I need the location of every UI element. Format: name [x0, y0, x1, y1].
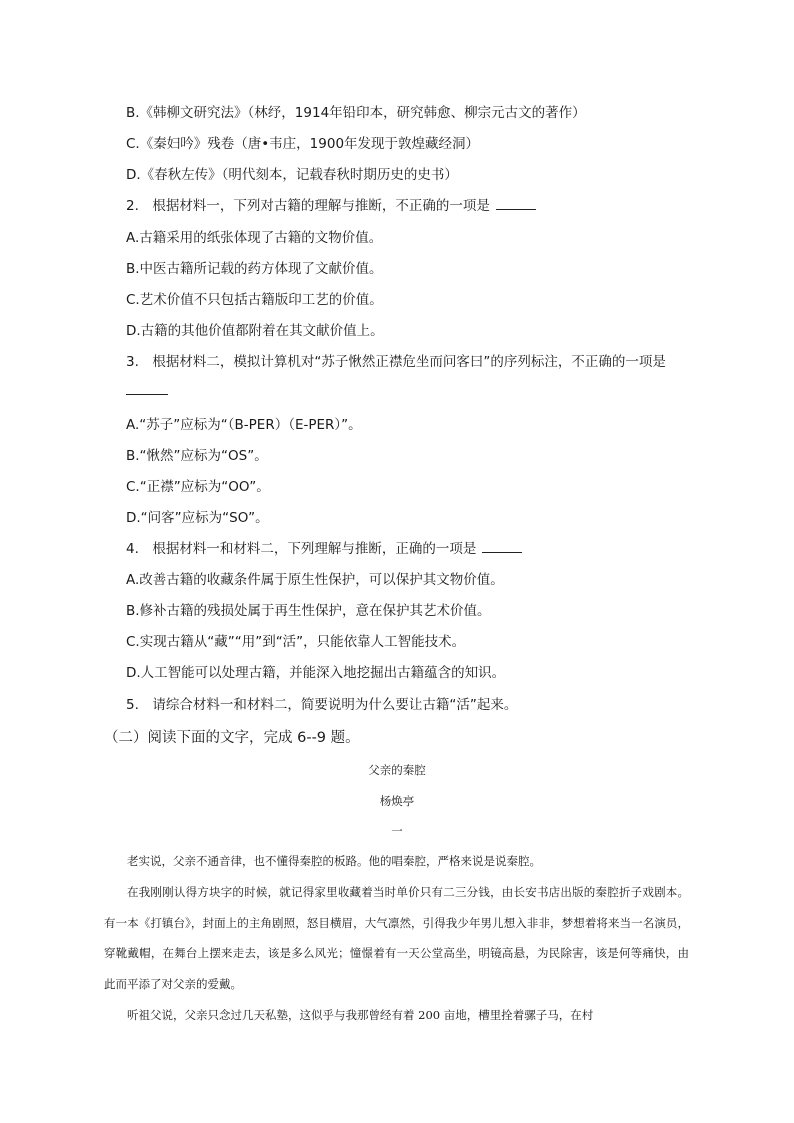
question-2-stem — [126, 197, 536, 215]
part-number: 一 — [391, 824, 403, 838]
paragraph-3: 听祖父说，父亲只念过几天私塾，这似乎与我那曾经有着 200 亩地，槽里拴着骡子马，在村 — [127, 1008, 594, 1022]
answer-blank — [496, 197, 536, 210]
option-c-prev: C.《秦妇吟》残卷（唐•韦庄，1900年发现于敦煌藏经洞） — [126, 136, 480, 152]
option-b-prev: B.《韩柳文研究法》（林纾，1914年铅印本，研究韩愈、柳宗元古文的著作） — [126, 105, 586, 121]
q2-option-a: A.古籍采用的纸张体现了古籍的文物价值。 — [126, 230, 383, 246]
answer-blank — [482, 540, 522, 553]
q3-option-b: B.“愀然”应标为“OS”。 — [126, 448, 268, 464]
question-2-text: 2. 根据材料一，下列对古籍的理解与推断，不正确的一项是 — [126, 198, 490, 214]
q4-option-d: D.人工智能可以处理古籍，并能深入地挖掘出古籍蕴含的知识。 — [126, 665, 506, 681]
q3-option-d: D.“问客”应标为“SO”。 — [126, 510, 269, 526]
answer-blank — [126, 394, 168, 395]
q4-option-b: B.修补古籍的残损处属于再生性保护，意在保护其艺术价值。 — [126, 603, 491, 619]
paragraph-2: 在我刚刚认得方块字的时候，就记得家里收藏着当时单价只有二三分钱，由长安书店出版的秦腔折子戏剧本。有一本《打镇台》，封面上的主角剧照，怒目横眉，大气凛然，引得我少年男儿想入非非，梦想着将来当一名演员，穿靴戴帽，在舞台上摆来走去，该是多么风光；憧憬着有一天公堂高坐，明镜高悬，为民除害，该是何等痛快，由此而平添了对父亲的爱戴。 — [104, 885, 689, 991]
question-5-stem: 5. 请综合材料一和材料二，简要说明为什么要让古籍“活”起来。 — [126, 697, 518, 713]
question-4-text: 4. 根据材料一和材料二，下列理解与推断，正确的一项是 — [126, 541, 477, 557]
q2-option-c: C.艺术价值不只包括古籍版印工艺的价值。 — [126, 292, 383, 308]
option-d-prev: D.《春秋左传》（明代刻本，记载春秋时期历史的史书） — [126, 167, 458, 183]
q2-option-b: B.中医古籍所记载的药方体现了文献价值。 — [126, 261, 383, 277]
article-author: 杨焕亭 — [379, 794, 415, 808]
section-2-heading: （二）阅读下面的文字，完成 6--9 题。 — [104, 730, 360, 746]
question-4-stem — [126, 540, 522, 558]
paragraph-1: 老实说，父亲不通音律，也不懂得秦腔的板路。他的唱秦腔，严格来说是说秦腔。 — [127, 854, 541, 868]
q4-option-a: A.改善古籍的收藏条件属于原生性保护，可以保护其文物价值。 — [126, 572, 504, 588]
q3-option-c: C.“正襟”应标为“OO”。 — [126, 479, 270, 495]
article-title: 父亲的秦腔 — [368, 763, 426, 777]
q2-option-d: D.古籍的其他价值都附着在其文献价值上。 — [126, 323, 384, 339]
question-3-stem: 3. 根据材料二，模拟计算机对“苏子愀然正襟危坐而问客曰”的序列标注，不正确的一项是 — [126, 354, 666, 370]
q3-option-a: A.“苏子”应标为“（B-PER）（E-PER）”。 — [126, 417, 362, 433]
q4-option-c: C.实现古籍从“藏”“用”到“活”，只能依靠人工智能技术。 — [126, 634, 466, 650]
